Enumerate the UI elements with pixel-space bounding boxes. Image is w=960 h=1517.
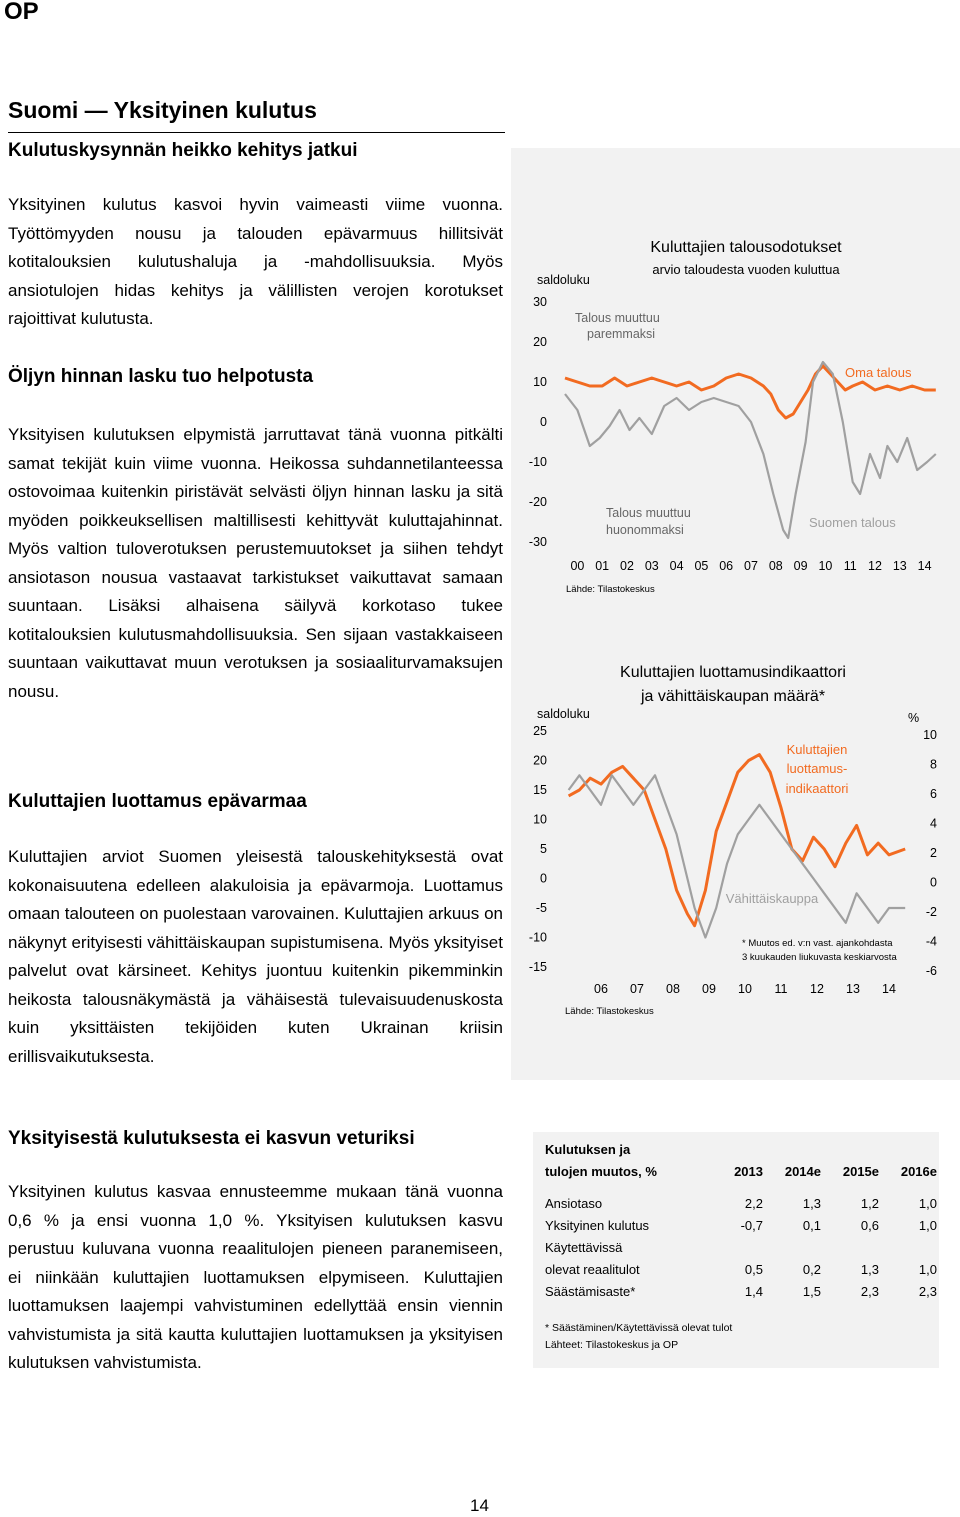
chart2-source: Lähde: Tilastokeskus xyxy=(565,1006,654,1017)
forecast-table xyxy=(545,1138,937,1302)
table-cell: 1,0 xyxy=(918,1217,937,1233)
brand-logo: OP xyxy=(4,0,39,25)
chart2-ytick-right: 8 xyxy=(930,757,937,772)
chart1-xtick: 02 xyxy=(620,559,634,573)
chart1-xtick: 06 xyxy=(719,559,734,573)
chart2-xtick: 09 xyxy=(702,982,716,996)
chart2-ytick-left: 15 xyxy=(533,783,547,797)
chart1-ytick: -10 xyxy=(528,455,547,469)
heading-growth: Yksityisestä kulutuksesta ei kasvun veturiksi xyxy=(8,1128,415,1149)
table-cell: 1,0 xyxy=(918,1195,937,1211)
table-row xyxy=(545,1192,937,1214)
chart1-subtitle: arvio taloudesta vuoden kuluttua xyxy=(652,262,840,277)
table-cell: 0,6 xyxy=(860,1217,879,1233)
table-cell: 1,2 xyxy=(860,1195,879,1211)
chart2-xtick: 07 xyxy=(630,982,644,996)
table-col-2013: 2013 xyxy=(734,1163,763,1179)
table-row-label: Yksityinen kulutus xyxy=(545,1217,650,1233)
subtitle: Kulutuskysynnän heikko kehitys jatkui xyxy=(8,140,358,161)
table-col-2015e: 2015e xyxy=(842,1163,879,1179)
chart2-ytick-right: 0 xyxy=(930,875,937,890)
chart1-ytick: 20 xyxy=(533,335,547,349)
chart2-xtick: 13 xyxy=(846,982,860,996)
chart1-legend-finland: Suomen talous xyxy=(809,515,896,530)
table-row-label: Säästämisaste* xyxy=(545,1283,636,1299)
table-cell: 1,3 xyxy=(860,1261,879,1277)
chart1-xtick: 09 xyxy=(793,559,808,573)
table-col-2016e: 2016e xyxy=(900,1163,937,1179)
chart2-title-line2: ja vähittäiskaupan määrä* xyxy=(640,688,826,705)
chart2-ytick-right: 2 xyxy=(930,846,937,860)
chart1-ytick: 30 xyxy=(533,295,547,309)
chart1-annot-worse-2: huonommaksi xyxy=(606,523,684,537)
chart-expectations xyxy=(511,222,960,608)
page-number: 14 xyxy=(470,1496,489,1515)
chart2-ytick-right: -4 xyxy=(925,934,937,949)
chart2-ytick-right: 4 xyxy=(930,816,937,831)
table-cell: 1,3 xyxy=(802,1195,821,1211)
chart2-xtick: 12 xyxy=(810,982,824,996)
table-cell: 0,1 xyxy=(802,1217,821,1233)
paragraph-confidence: Kuluttajien arviot Suomen yleisestä talouskehityksestä ovat kokonaisuutena edelleen alakuloisia ja epävarmoja. Luottamus omaan talouteen on puolestaan varovainen. Kuluttajien arkuus on näkynyt erityisesti vähittäiskaupan supistumisena. Myös yksityiset palvelut ovat kärsineet. Kehitys juontuu kuitenkin pikemminkin heikosta talousnäkymästä ja vähäisestä tulevaisuudenuskosta kuin yksittäisten tekijöiden kuten Ukrainan kriisin erillisvaikutuksesta. xyxy=(8,847,503,1066)
table-cell: 1,4 xyxy=(744,1283,763,1299)
chart1-legend-own: Oma talous xyxy=(845,365,912,380)
table-row-label: Ansiotaso xyxy=(545,1195,603,1211)
chart1-xtick: 04 xyxy=(669,559,684,573)
chart1-ytick: -20 xyxy=(528,495,547,509)
chart1-xtick: 05 xyxy=(694,559,709,573)
chart1-xtick: 01 xyxy=(595,559,610,573)
table-note: * Säästäminen/Käytettävissä olevat tulot xyxy=(545,1322,733,1334)
heading-oil: Öljyn hinnan lasku tuo helpotusta xyxy=(8,366,314,387)
table-cell: 0,5 xyxy=(744,1261,763,1277)
table-cell: 1,0 xyxy=(918,1261,937,1277)
chart2-ytick-left: 20 xyxy=(533,753,547,768)
chart2-ytick-left: -5 xyxy=(535,901,547,915)
chart2-ytick-left: -15 xyxy=(528,960,547,974)
table-title-2: tulojen muutos, % xyxy=(545,1163,657,1179)
table-cell: 1,5 xyxy=(802,1283,821,1299)
chart1-title: Kuluttajien talousodotukset xyxy=(650,239,842,256)
heading-confidence: Kuluttajien luottamus epävarmaa xyxy=(8,791,307,812)
chart2-ylabel-right: % xyxy=(908,711,920,725)
table-cell: 2,3 xyxy=(918,1283,937,1299)
chart2-ytick-right: -2 xyxy=(925,905,937,919)
chart2-ylabel-left: saldoluku xyxy=(537,707,590,721)
chart2-footnote-2: 3 kuukauden liukuvasta keskiarvosta xyxy=(742,952,897,963)
section-title: Suomi — Yksityinen kulutus xyxy=(8,97,317,123)
table-cell: -0,7 xyxy=(740,1217,763,1233)
chart2-series-line xyxy=(569,775,906,937)
chart2-ytick-left: -10 xyxy=(528,930,547,945)
chart2-ytick-right: -6 xyxy=(925,964,937,978)
table-row xyxy=(545,1214,937,1236)
chart2-legend-conf-1: Kuluttajien xyxy=(786,742,848,757)
chart-confidence-retail xyxy=(511,655,960,1025)
chart2-ytick-left: 10 xyxy=(533,812,547,827)
table-col-2014e: 2014e xyxy=(784,1163,821,1179)
chart1-annot-worse-1: Talous muuttuu xyxy=(606,506,691,520)
table-cell: 2,2 xyxy=(744,1195,763,1211)
chart1-xtick: 03 xyxy=(644,559,659,573)
paragraph-intro: Yksityinen kulutus kasvoi hyvin vaimeasti viime vuonna. Työttömyyden nousu ja talouden epävarmuus hillitsivät kotitalouksien kulutushaluja ja -mahdollisuuksia. Myös ansiotulojen hidas kehitys ja välillisten verojen korotukset rajoittivat kulutusta. xyxy=(8,195,503,328)
chart2-xtick: 14 xyxy=(882,982,896,996)
title-divider xyxy=(8,132,505,133)
chart1-xtick: 08 xyxy=(768,559,783,573)
paragraph-growth: Yksityinen kulutus kasvaa ennusteemme mukaan tänä vuonna 0,6 % ja ensi vuonna 1,0 %. Yksityisen kulutuksen kasvu perustuu kuluvana vuonna reaalitulojen pieneen paranemiseen, ei niinkään kuluttajien luottamuksen elpymiseen. Kuluttajien luottamuksen laajempi vahvistuminen edellyttää ensin viennin vahvistumista ja sitä kautta kuluttajien luottamuksen ja yksityisen kulutuksen vahvistumista. xyxy=(8,1182,503,1372)
chart1-annot-better-1: Talous muuttuu xyxy=(575,311,660,325)
chart1-ylabel: saldoluku xyxy=(537,273,590,287)
chart1-xtick: 11 xyxy=(843,559,857,573)
chart1-xtick: 07 xyxy=(744,559,758,573)
chart2-xtick: 08 xyxy=(666,982,680,996)
chart2-title: Kuluttajien luottamusindikaattori xyxy=(620,664,846,681)
table-cell: 0,2 xyxy=(802,1261,821,1277)
chart1-ytick: 10 xyxy=(533,375,547,389)
chart2-legend-retail: Vähittäiskauppa xyxy=(725,891,819,906)
table-row-label: olevat reaalitulot xyxy=(545,1261,640,1277)
chart2-footnote-1: * Muutos ed. v:n vast. ajankohdasta xyxy=(742,938,893,949)
chart1-xtick: 14 xyxy=(917,559,932,573)
table-row xyxy=(545,1236,937,1258)
chart2-xtick: 10 xyxy=(738,982,752,996)
chart2-xtick: 11 xyxy=(774,982,788,996)
chart1-annot-better-2: paremmaksi xyxy=(587,327,656,341)
chart1-xtick: 13 xyxy=(892,559,907,573)
table-row xyxy=(545,1280,937,1302)
chart2-legend-conf-3: indikaattori xyxy=(785,781,849,796)
table-cell: 2,3 xyxy=(860,1283,879,1299)
table-row-label: Käytettävissä xyxy=(545,1239,623,1255)
chart1-xtick: 00 xyxy=(570,559,585,573)
chart1-ytick: -30 xyxy=(528,535,547,549)
chart1-xtick: 10 xyxy=(818,559,833,573)
chart2-ytick-left: 5 xyxy=(540,842,547,856)
chart2-legend-conf-2: luottamus- xyxy=(786,761,848,776)
chart2-xtick: 06 xyxy=(594,982,608,996)
forecast-table-box xyxy=(533,1132,939,1368)
chart2-ytick-left: 25 xyxy=(533,724,547,738)
chart1-ytick: 0 xyxy=(540,415,547,429)
table-title-1: Kulutuksen ja xyxy=(545,1141,631,1157)
table-row xyxy=(545,1258,937,1280)
chart1-source: Lähde: Tilastokeskus xyxy=(566,584,655,595)
chart2-ytick-right: 6 xyxy=(930,787,937,801)
paragraph-oil: Yksityisen kulutuksen elpymistä jarruttavat tänä vuonna pitkälti samat tekijät kuin viime vuonna. Heikossa suhdannetilanteessa ostovoimaa kuitenkin piristävät selvästi öljyn hinnan lasku ja sitä myöden poikkeuksellisen maltillisesti kehittyvät kuluttajahinnat. Myös valtion tuloverotuksen perustemuutokset ja siihen tehdyt ansiotason nousua vastaavat tarkistukset vaikuttavat samaan suuntaan. Lisäksi alhaisena säilyvä korkotaso tukee kotitalouksien kulutusmahdollisuuksia. Sen sijaan vastakkaiseen suuntaan vaikuttavat muun verotuksen ja sosiaaliturvamaksujen nousu. xyxy=(8,425,503,701)
chart2-ytick-left: 0 xyxy=(540,871,547,886)
table-source: Lähteet: Tilastokeskus ja OP xyxy=(545,1339,679,1351)
chart2-ytick-right: 10 xyxy=(923,728,937,742)
chart1-xtick: 12 xyxy=(868,559,882,573)
